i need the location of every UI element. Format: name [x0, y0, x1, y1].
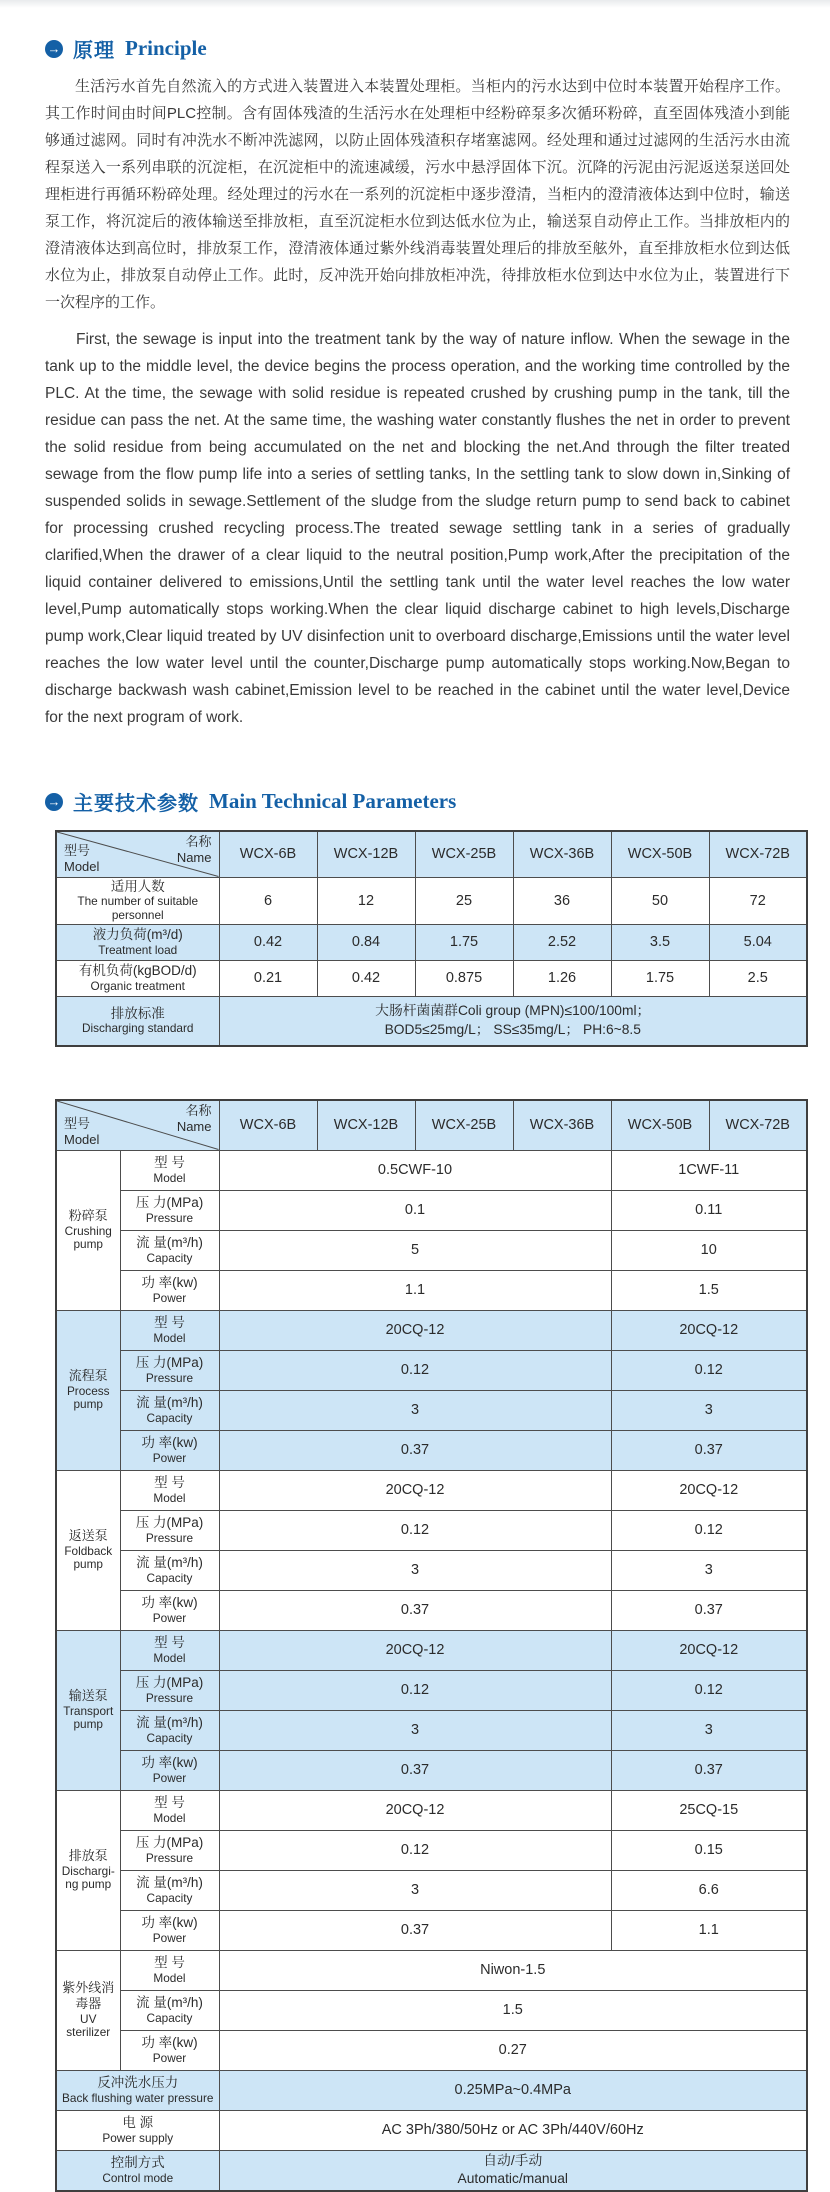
principle-paragraph-en: First, the sewage is input into the treatment tank by the way of nature inflow. When the sewage in the tank up to the middle level, the device begins the process operation, and the working time controlled by the PLC. At the time, the sewage with solid residue is repeated crushed by crushing pump in the tank, till the residue can pass the net. At the same time, the washing water constantly flushes the net in order to prevent the solid residue from being accumulated on the net and blocking the net.And through the filter treated sewage from the flow pump life into a series of settling tanks, In the settling tank to slow down in,Sinking of suspended solids in sewage.Settlement of the sludge from the sludge return pump to send back to cabinet for processing crushed recycling process.The treated sewage settling tank in a series of gradually clarified,When the drawer of a clear liquid to the neutral position,Pump work,After the precipitation of the liquid container delivered to emissions,Until the settling tank until the water level reaches the low water level,Pump automatically stops working.When the clear liquid discharge cabinet to high levels,Discharge pump work,Clear liquid treated by UV disinfection unit to overboard discharge,Emissions until the water level reaches the low water level until the counter,Discharge pump automatically stops working.Now,Began to discharge backwash wash cabinet,Emission level to be reached in the cabinet until the water level,Device for the next program of work. — [45, 331, 790, 726]
param-label-zh: 功 率(kw) — [141, 1594, 198, 1610]
corner-model-en: Model — [64, 858, 100, 874]
value-cell: 25 — [415, 877, 513, 924]
table-row — [56, 1190, 807, 1230]
param-label-cell — [120, 1870, 219, 1910]
principle-title-zh: 原理 — [73, 40, 115, 62]
param-label-zh: 流 量(m³/h) — [136, 1394, 203, 1410]
value-cell: 0.42 — [317, 960, 415, 996]
value-cell: 36 — [513, 877, 611, 924]
param-label-cell — [120, 1350, 219, 1390]
main-params-table — [55, 830, 808, 1047]
value-cell: 1.1 — [219, 1270, 611, 1310]
value-cell: 2.5 — [709, 960, 807, 996]
row-label-en: Treatment load — [98, 942, 178, 957]
param-label-en: Capacity — [146, 2010, 193, 2025]
model-header-cell: WCX-72B — [709, 1100, 807, 1150]
param-label-en: Model — [153, 1650, 186, 1665]
param-label-zh: 功 率(kw) — [141, 2034, 198, 2050]
value-cell: 0.37 — [611, 1750, 807, 1790]
pump-params-table — [55, 1099, 808, 2192]
value-cell: 20CQ-12 — [219, 1310, 611, 1350]
param-label-en: Pressure — [145, 1690, 194, 1705]
param-label-cell — [120, 1230, 219, 1270]
table-row — [56, 1590, 807, 1630]
param-label-en: Model — [153, 1330, 186, 1345]
principle-title-en: Principle — [125, 36, 207, 60]
param-label-en: Capacity — [146, 1410, 193, 1425]
group-label-cell — [56, 1150, 120, 1310]
param-label-zh: 流 量(m³/h) — [136, 1714, 203, 1730]
value-cell: 0.12 — [611, 1510, 807, 1550]
group-name-en: Crushing pump — [64, 1223, 112, 1252]
value-cell: 1.75 — [415, 924, 513, 960]
param-label-en: Power — [152, 1930, 187, 1945]
group-label-cell — [56, 1950, 120, 2070]
value-cell: 0.27 — [219, 2030, 807, 2070]
param-label-en: Model — [153, 1970, 186, 1985]
corner-model-zh: 型号 — [64, 843, 91, 859]
table-row — [56, 1910, 807, 1950]
param-label-en: Capacity — [146, 1890, 193, 1905]
table-row — [56, 1710, 807, 1750]
param-label-zh: 流 量(m³/h) — [136, 1234, 203, 1250]
row-label-zh: 控制方式 — [110, 2154, 165, 2170]
row-label-zh: 排放标准 — [110, 1005, 165, 1021]
table-row — [56, 960, 807, 996]
value-cell: 72 — [709, 877, 807, 924]
group-name-zh: 排放泵 — [68, 1848, 108, 1864]
arrow-bullet-icon: → — [45, 793, 63, 811]
group-name-zh: 输送泵 — [68, 1688, 108, 1704]
row-label-zh: 有机负荷(kgBOD/d) — [78, 962, 197, 978]
value-cell: 2.52 — [513, 924, 611, 960]
param-label-en: Model — [153, 1170, 186, 1185]
row-label-cell — [56, 2110, 219, 2150]
value-line1: 自动/手动 — [483, 2152, 543, 2168]
value-cell: 0.37 — [219, 1430, 611, 1470]
value-cell: 0.11 — [611, 1190, 807, 1230]
model-header-cell: WCX-72B — [709, 831, 807, 877]
parameters-title-zh: 主要技术参数 — [73, 793, 199, 815]
value-cell: 3 — [219, 1550, 611, 1590]
param-label-cell — [120, 1430, 219, 1470]
table-row — [56, 1230, 807, 1270]
row-label-en: Control mode — [102, 2170, 174, 2185]
param-label-zh: 流 量(m³/h) — [136, 1874, 203, 1890]
row-label-zh: 液力负荷(m³/d) — [92, 926, 183, 942]
param-label-zh: 型 号 — [154, 1954, 185, 1970]
corner-name-zh: 名称 — [185, 834, 212, 849]
value-cell: 0.5CWF-10 — [219, 1150, 611, 1190]
param-label-cell — [120, 1750, 219, 1790]
group-label-cell — [56, 1790, 120, 1950]
value-cell: 0.21 — [219, 960, 317, 996]
param-label-zh: 功 率(kw) — [141, 1434, 198, 1450]
row-label-zh: 电 源 — [122, 2114, 154, 2130]
param-label-en: Model — [153, 1490, 186, 1505]
model-header-cell: WCX-25B — [415, 831, 513, 877]
value-cell: 5 — [219, 1230, 611, 1270]
param-label-en: Power — [152, 1290, 187, 1305]
value-cell: 0.37 — [611, 1430, 807, 1470]
table-header-row — [56, 1100, 807, 1150]
row-label-en: Organic treatment — [90, 978, 185, 993]
table-row — [56, 1430, 807, 1470]
model-header-cell: WCX-50B — [611, 831, 709, 877]
value-cell: 3 — [219, 1870, 611, 1910]
param-label-zh: 压 力(MPa) — [135, 1674, 204, 1690]
group-name-en: UV sterilizer — [66, 2011, 111, 2040]
param-label-en: Pressure — [145, 1530, 194, 1545]
row-label-zh: 适用人数 — [110, 878, 165, 894]
group-label-cell — [56, 1630, 120, 1790]
parameters-title-en: Main Technical Parameters — [209, 789, 457, 813]
param-label-zh: 压 力(MPa) — [135, 1194, 204, 1210]
param-label-en: Capacity — [146, 1730, 193, 1745]
param-label-zh: 流 量(m³/h) — [136, 1554, 203, 1570]
group-name-en: Transport pump — [63, 1703, 114, 1732]
principle-heading — [45, 34, 790, 63]
value-cell: 1.5 — [219, 1990, 807, 2030]
model-header-cell: WCX-12B — [317, 831, 415, 877]
corner-model-en: Model — [64, 1131, 100, 1147]
value-cell: 1.75 — [611, 960, 709, 996]
value-cell: 0.12 — [219, 1350, 611, 1390]
value-cell: 20CQ-12 — [219, 1630, 611, 1670]
table-row — [56, 1990, 807, 2030]
value-cell: 0.12 — [611, 1670, 807, 1710]
value-cell: 5.04 — [709, 924, 807, 960]
param-label-cell — [120, 1630, 219, 1670]
param-label-cell — [120, 1550, 219, 1590]
corner-name-zh: 名称 — [185, 1103, 212, 1118]
value-cell: 20CQ-12 — [219, 1790, 611, 1830]
param-label-en: Pressure — [145, 1370, 194, 1385]
value-cell: 1.5 — [611, 1270, 807, 1310]
table-row — [56, 1390, 807, 1430]
value-cell: 3 — [611, 1550, 807, 1590]
value-cell: 0.37 — [219, 1910, 611, 1950]
param-label-cell — [120, 1190, 219, 1230]
row-label-en: Back flushing water pressure — [62, 2090, 214, 2105]
model-header-cell: WCX-12B — [317, 1100, 415, 1150]
model-header-cell: WCX-36B — [513, 831, 611, 877]
discharge-standard-line2: BOD5≤25mg/L； SS≤35mg/L； PH:6~8.5 — [384, 1021, 641, 1037]
table-row — [56, 1510, 807, 1550]
model-header-cell: WCX-6B — [219, 1100, 317, 1150]
row-label-cell — [56, 2070, 219, 2110]
param-label-cell — [120, 1670, 219, 1710]
value-cell: AC 3Ph/380/50Hz or AC 3Ph/440V/60Hz — [219, 2110, 807, 2150]
parameters-heading — [45, 787, 790, 816]
value-cell: 0.875 — [415, 960, 513, 996]
value-line2: Automatic/manual — [457, 2171, 568, 2187]
model-header-cell: WCX-25B — [415, 1100, 513, 1150]
row-label-en: The number of suitable personnel — [77, 894, 199, 922]
corner-name-en: Name — [176, 849, 212, 865]
value-cell: 0.25MPa~0.4MPa — [219, 2070, 807, 2110]
param-label-cell — [120, 1390, 219, 1430]
value-cell: 0.12 — [219, 1830, 611, 1870]
param-label-zh: 型 号 — [154, 1794, 185, 1810]
value-cell: 50 — [611, 877, 709, 924]
table-row — [56, 1750, 807, 1790]
param-label-cell — [120, 1710, 219, 1750]
param-label-cell — [120, 1590, 219, 1630]
table-row — [56, 1310, 807, 1350]
discharge-standard-cell — [219, 996, 807, 1046]
param-label-cell — [120, 1270, 219, 1310]
value-cell: 0.37 — [611, 1590, 807, 1630]
param-label-en: Power — [152, 1610, 187, 1625]
value-cell: 3 — [219, 1710, 611, 1750]
table-row — [56, 2110, 807, 2150]
value-cell: 0.15 — [611, 1830, 807, 1870]
value-cell: 1CWF-11 — [611, 1150, 807, 1190]
row-label-cell — [56, 877, 219, 924]
model-header-cell: WCX-36B — [513, 1100, 611, 1150]
table-row — [56, 1350, 807, 1390]
table-row — [56, 2030, 807, 2070]
row-label-zh: 反冲洗水压力 — [97, 2074, 179, 2090]
catalog-page — [0, 8, 830, 2192]
page-top-band — [0, 0, 830, 8]
value-cell: 0.37 — [219, 1590, 611, 1630]
table-row — [56, 1830, 807, 1870]
param-label-en: Power — [152, 1770, 187, 1785]
table-row — [56, 1270, 807, 1310]
value-cell: 20CQ-12 — [219, 1470, 611, 1510]
table-row — [56, 1470, 807, 1510]
corner-name-en: Name — [176, 1118, 212, 1134]
corner-header-cell — [56, 831, 219, 877]
row-label-cell — [56, 2150, 219, 2191]
arrow-bullet-icon: → — [45, 40, 63, 58]
table-row — [56, 2070, 807, 2110]
table-row — [56, 1950, 807, 1990]
group-name-en: Dischargi-ng pump — [61, 1863, 115, 1892]
value-cell: 12 — [317, 877, 415, 924]
group-name-zh: 返送泵 — [68, 1528, 108, 1544]
value-cell: 6 — [219, 877, 317, 924]
row-label-cell — [56, 924, 219, 960]
table-row — [56, 996, 807, 1046]
param-label-zh: 压 力(MPa) — [135, 1354, 204, 1370]
param-label-cell — [120, 1790, 219, 1830]
value-cell — [219, 2150, 807, 2191]
param-label-zh: 压 力(MPa) — [135, 1514, 204, 1530]
value-cell: 10 — [611, 1230, 807, 1270]
param-label-cell — [120, 1510, 219, 1550]
value-cell: 0.84 — [317, 924, 415, 960]
table-row — [56, 877, 807, 924]
value-cell: 1.1 — [611, 1910, 807, 1950]
value-cell: 3 — [611, 1710, 807, 1750]
value-cell: 20CQ-12 — [611, 1630, 807, 1670]
param-label-en: Pressure — [145, 1850, 194, 1865]
param-label-cell — [120, 1990, 219, 2030]
param-label-en: Pressure — [145, 1210, 194, 1225]
table-row — [56, 1630, 807, 1670]
table-row — [56, 1870, 807, 1910]
value-cell: 0.42 — [219, 924, 317, 960]
param-label-cell — [120, 1830, 219, 1870]
model-header-cell: WCX-6B — [219, 831, 317, 877]
row-label-cell — [56, 996, 219, 1046]
table-row — [56, 1150, 807, 1190]
value-cell: 3 — [219, 1390, 611, 1430]
param-label-zh: 流 量(m³/h) — [136, 1994, 203, 2010]
param-label-en: Power — [152, 2050, 187, 2065]
corner-model-zh: 型号 — [64, 1116, 91, 1132]
discharge-standard-line1: 大肠杆菌菌群Coli group (MPN)≤100/100ml； — [375, 1003, 651, 1019]
param-label-cell — [120, 2030, 219, 2070]
param-label-cell — [120, 1910, 219, 1950]
table-header-row — [56, 831, 807, 877]
value-cell: 0.12 — [611, 1350, 807, 1390]
table-row — [56, 2150, 807, 2191]
param-label-zh: 功 率(kw) — [141, 1914, 198, 1930]
group-name-en: Process pump — [66, 1383, 110, 1412]
param-label-zh: 型 号 — [154, 1314, 185, 1330]
row-label-en: Power supply — [102, 2130, 174, 2145]
value-cell: 3.5 — [611, 924, 709, 960]
value-cell: 3 — [611, 1390, 807, 1430]
param-label-zh: 型 号 — [154, 1154, 185, 1170]
value-cell: 0.12 — [219, 1510, 611, 1550]
model-header-cell: WCX-50B — [611, 1100, 709, 1150]
param-label-zh: 型 号 — [154, 1634, 185, 1650]
param-label-cell — [120, 1950, 219, 1990]
param-label-en: Model — [153, 1810, 186, 1825]
param-label-cell — [120, 1310, 219, 1350]
group-name-zh: 流程泵 — [68, 1368, 108, 1384]
group-name-en: Foldback pump — [64, 1543, 113, 1572]
param-label-zh: 型 号 — [154, 1474, 185, 1490]
value-cell: 25CQ-15 — [611, 1790, 807, 1830]
table-row — [56, 1790, 807, 1830]
value-cell: 0.37 — [219, 1750, 611, 1790]
value-cell: 0.1 — [219, 1190, 611, 1230]
param-label-en: Power — [152, 1450, 187, 1465]
group-label-cell — [56, 1470, 120, 1630]
corner-header-cell — [56, 1100, 219, 1150]
param-label-en: Capacity — [146, 1570, 193, 1585]
group-label-cell — [56, 1310, 120, 1470]
value-cell: 6.6 — [611, 1870, 807, 1910]
param-label-zh: 功 率(kw) — [141, 1274, 198, 1290]
param-label-zh: 功 率(kw) — [141, 1754, 198, 1770]
row-label-cell — [56, 960, 219, 996]
param-label-en: Capacity — [146, 1250, 193, 1265]
principle-paragraph-zh: 生活污水首先自然流入的方式进入装置进入本装置处理柜。当柜内的污水达到中位时本装置开始程序工作。其工作时间由时间PLC控制。含有固体残渣的生活污水在处理柜中经粉碎泵多次循环粉碎，直至固体残渣小到能够通过滤网。同时有冲洗水不断冲洗滤网，以防止固体残渣积存堵塞滤网。经处理和通过过滤网的生活污水由流程泵送入一系列串联的沉淀柜，在沉淀柜中的流速减缓，污水中悬浮固体下沉。沉降的污泥由污泥返送泵送回处理柜进行再循环粉碎处理。经处理过的污水在一系列的沉淀柜中逐步澄清，当柜内的澄清液体达到中位时，输送泵工作，将沉淀后的液体输送至排放柜，直至沉淀柜水位到达低水位为止，输送泵自动停止工作。当排放柜内的澄清液体达到高位时，排放泵工作，澄清液体通过紫外线消毒装置处理后的排放至舷外，直至排放柜水位到达低水位为止，排放泵自动停止工作。此时，反冲洗开始向排放柜冲洗，待排放柜水位到达中水位为止，装置进行下一次程序的工作。 — [45, 78, 790, 311]
value-cell: 1.26 — [513, 960, 611, 996]
table-row — [56, 1550, 807, 1590]
row-label-en: Discharging standard — [82, 1021, 194, 1036]
value-cell: 20CQ-12 — [611, 1310, 807, 1350]
table-row — [56, 1670, 807, 1710]
value-cell: 20CQ-12 — [611, 1470, 807, 1510]
table-row — [56, 924, 807, 960]
group-name-zh: 粉碎泵 — [68, 1208, 108, 1224]
param-label-zh: 压 力(MPa) — [135, 1834, 204, 1850]
group-name-zh: 紫外线消毒器 — [62, 1980, 115, 2012]
param-label-cell — [120, 1150, 219, 1190]
value-cell: 0.12 — [219, 1670, 611, 1710]
value-cell: Niwon-1.5 — [219, 1950, 807, 1990]
param-label-cell — [120, 1470, 219, 1510]
